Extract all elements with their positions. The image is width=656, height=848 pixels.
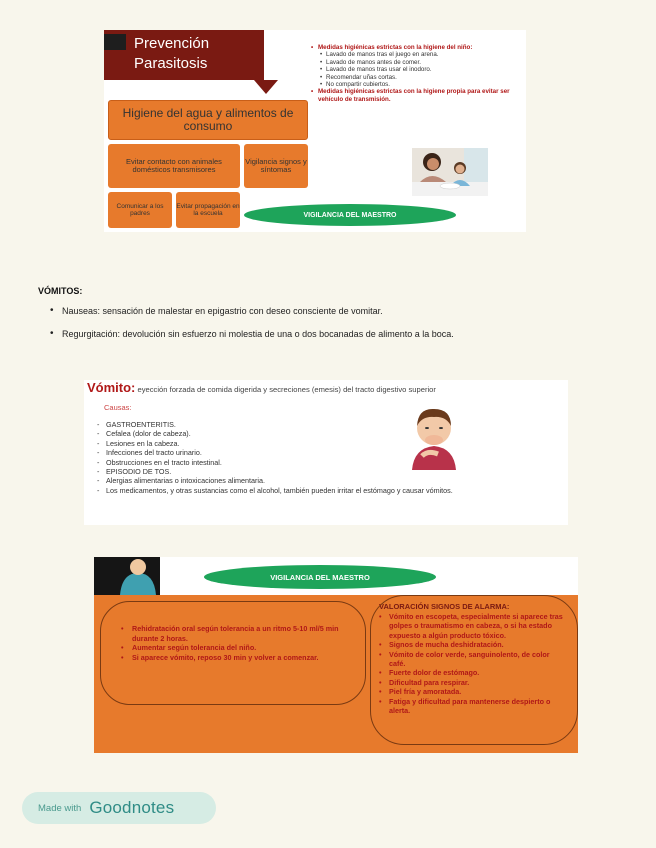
rehydration-list <box>121 624 345 662</box>
list-item: • Fuerte dolor de estómago. <box>379 668 567 677</box>
bullet-item: • Medidas higiénicas estrictas con la higiene del niño: <box>312 44 524 51</box>
box-vigilance-signs: Vigilancia signos y síntomas <box>244 144 308 188</box>
box-communicate-parents: Comunicar a los padres <box>108 192 172 228</box>
list-item: • Dificultad para respirar. <box>379 678 567 687</box>
bullet-item: • Lavado de manos tras usar el inodoro. <box>312 66 524 73</box>
list-item: • Si aparece vómito, reposo 30 min y volver a comenzar. <box>121 653 345 663</box>
alarm-signs-title: VALORACIÓN SIGNOS DE ALARMA: <box>379 602 510 611</box>
vomito-definition-text: eyección forzada de comida digerida y secreciones (emesis) del tracto digestivo superior <box>137 385 436 394</box>
list-item: - Los medicamentos, y otras sustancias como el alcohol, también pueden irritar el estómago y causar vómitos. <box>97 486 563 495</box>
alarm-signs-list <box>379 612 567 715</box>
list-item: • Vómito de color verde, sanguinolento, de color café. <box>379 650 567 669</box>
list-item: - EPISODIO DE TOS. <box>97 467 563 476</box>
vomitos-heading: VÓMITOS: <box>38 286 83 296</box>
list-item: - Alergias alimentarias o intoxicaciones alimentaria. <box>97 476 563 485</box>
slide1-title: Prevención Parasitosis <box>134 35 210 72</box>
handwashing-photo <box>412 148 488 196</box>
list-item: • Piel fría y amoratada. <box>379 687 567 696</box>
slide1-title-box <box>104 30 264 80</box>
slide-vigilancia-maestro <box>94 557 578 753</box>
list-item: - Cefalea (dolor de cabeza). <box>97 429 563 438</box>
alarm-signs-box <box>370 595 578 745</box>
causes-label: Causas: <box>104 403 132 412</box>
list-item: • Rehidratación oral según tolerancia a un ritmo 5-10 ml/5 min durante 2 horas. <box>121 624 345 643</box>
list-item: • Aumentar según tolerancia del niño. <box>121 643 345 653</box>
causes-list <box>97 420 563 495</box>
bullet-item: • Medidas higiénicas estrictas con la higiene propia para evitar ser vehículo de transmisión. <box>312 88 524 103</box>
list-item: • Fatiga y dificultad para mantenerse despierto o alerta. <box>379 697 567 716</box>
badge-brand: Goodnotes <box>89 798 175 817</box>
list-item: • Regurgitación: devolución sin esfuerzo ni molestia de una o dos bocanadas de alimento a la boca. <box>50 329 630 339</box>
vomito-definition <box>87 380 467 395</box>
ellipse-teacher-vigilance: VIGILANCIA DEL MAESTRO <box>204 565 436 589</box>
slide-vomito-causas <box>84 380 568 525</box>
title-mark-icon <box>104 34 126 50</box>
hygiene-bullet-list <box>312 44 524 103</box>
vomito-title: Vómito: <box>87 380 136 395</box>
list-item: • Signos de mucha deshidratación. <box>379 640 567 649</box>
list-item: - Obstrucciones en el tracto intestinal. <box>97 458 563 467</box>
bullet-item: • Lavado de manos antes de comer. <box>312 59 524 66</box>
character-thumbnail <box>94 557 160 595</box>
list-item: - GASTROENTERITIS. <box>97 420 563 429</box>
ellipse-teacher-vigilance: VIGILANCIA DEL MAESTRO <box>244 204 456 226</box>
bullet-item: • Recomendar uñas cortas. <box>312 74 524 81</box>
list-item: • Nauseas: sensación de malestar en epigastrio con deseo consciente de vomitar. <box>50 306 630 316</box>
badge-made-with: Made with <box>38 802 82 814</box>
box-avoid-animals: Evitar contacto con animales domésticos transmisores <box>108 144 240 188</box>
rehydration-box <box>100 601 366 705</box>
list-item: - Lesiones en la cabeza. <box>97 439 563 448</box>
bullet-item: • Lavado de manos tras el juego en arena. <box>312 51 524 58</box>
slide-prevencion-parasitosis <box>104 30 526 232</box>
box-hygiene-water-food: Higiene del agua y alimentos de consumo <box>108 100 308 140</box>
list-item: - Infecciones del tracto urinario. <box>97 448 563 457</box>
made-with-goodnotes-badge[interactable] <box>22 792 216 824</box>
bullet-item: • No compartir cubiertos. <box>312 81 524 88</box>
box-avoid-spread: Evitar propagación en la escuela <box>176 192 240 228</box>
vomitos-definitions-list <box>50 306 630 352</box>
sick-boy-illustration <box>404 404 464 470</box>
title-pointer <box>254 80 278 94</box>
list-item: • Vómito en escopeta, especialmente si aparece tras golpes o traumatismo en cabeza, o si ha estado expuesto a algún producto tóxico. <box>379 612 567 640</box>
